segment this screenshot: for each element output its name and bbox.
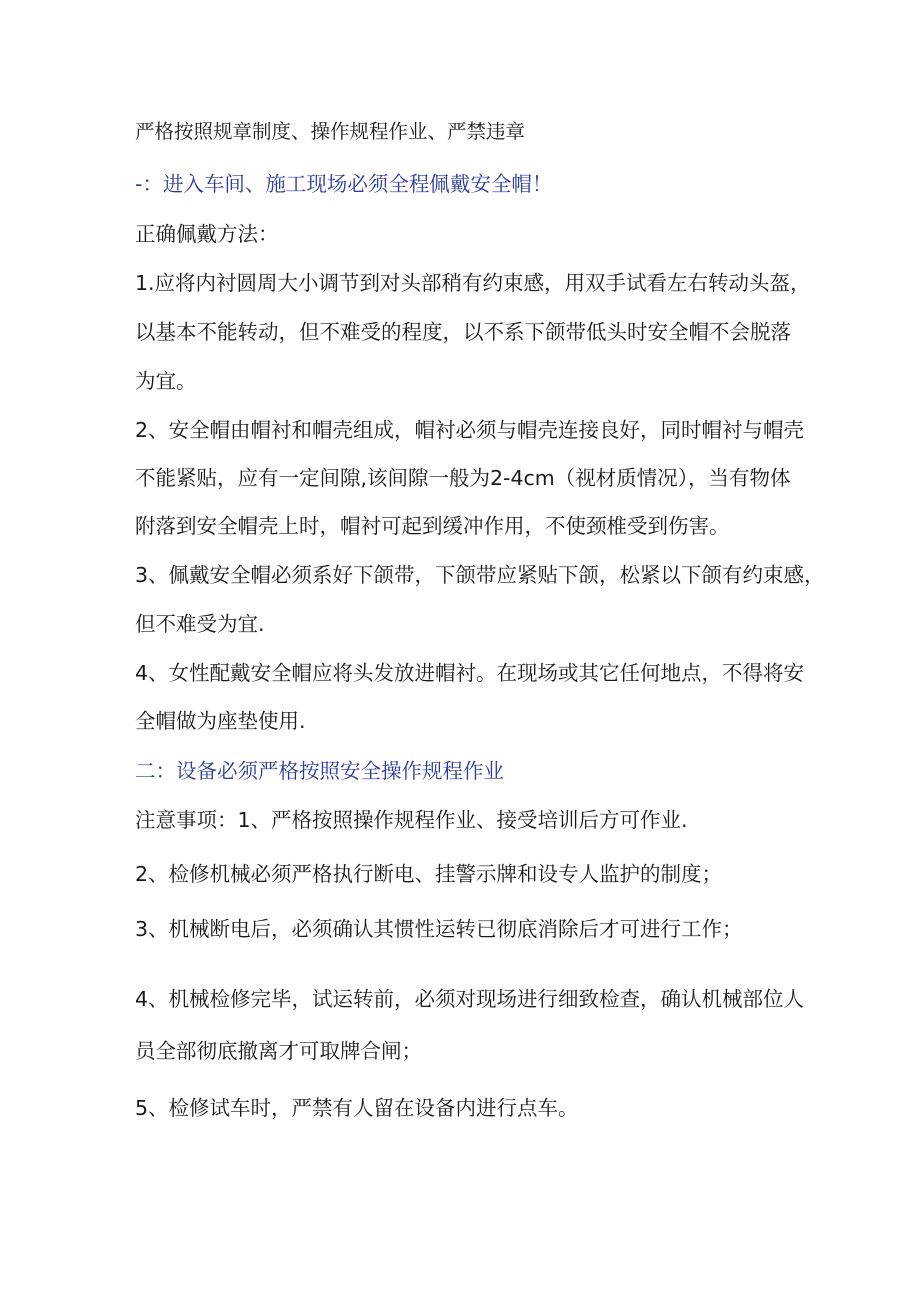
- section-2-note: 注意事项：1、严格按照操作规程作业、接受培训后方可作业.: [135, 808, 688, 832]
- section-2-item-3: 3、机械断电后，必须确认其惯性运转已彻底消除后才可进行工作；: [135, 917, 743, 941]
- section-2-item-2: 2、检修机械必须严格执行断电、挂警示牌和设专人监护的制度；: [135, 862, 723, 886]
- section-1-heading: -：进入车间、施工现场必须全程佩戴安全帽！: [135, 172, 553, 196]
- item-2-line-2: 不能紧贴，应有一定间隙,该间隙一般为2-4cm（视材质情况），当有物体: [135, 466, 791, 490]
- section-2-item-4-line-2: 员全部彻底撤离才可取牌合闸；: [135, 1039, 422, 1063]
- item-3-line-2: 但不难受为宜.: [135, 612, 265, 636]
- item-4-line-1: 4、女性配戴安全帽应将头发放进帽衬。在现场或其它任何地点，不得将安: [135, 661, 805, 685]
- section-1-intro: 正确佩戴方法：: [135, 222, 279, 246]
- document-title: 严格按照规章制度、操作规程作业、严禁违章: [135, 120, 526, 143]
- item-1-line-1: 1.应将内衬圆周大小调节到对头部稍有约束感，用双手试看左右转动头盔，: [135, 271, 811, 295]
- section-2-heading: 二：设备必须严格按照安全操作规程作业: [135, 759, 504, 783]
- item-2-line-3: 附落到安全帽壳上时，帽衬可起到缓冲作用，不使颈椎受到伤害。: [135, 514, 730, 538]
- item-4-line-2: 全帽做为座垫使用.: [135, 709, 306, 733]
- item-1-line-2: 以基本不能转动，但不难受的程度，以不系下颌带低头时安全帽不会脱落: [135, 320, 791, 344]
- section-2-item-5: 5、检修试车时，严禁有人留在设备内进行点车。: [135, 1096, 579, 1120]
- item-2-line-1: 2、安全帽由帽衬和帽壳组成，帽衬必须与帽壳连接良好，同时帽衬与帽壳: [135, 418, 805, 442]
- item-1-line-3: 为宜。: [135, 369, 197, 393]
- item-3-line-1: 3、佩戴安全帽必须系好下颌带，下颌带应紧贴下颌，松紧以下颌有约束感，: [135, 563, 825, 587]
- section-2-item-4-line-1: 4、机械检修完毕，试运转前，必须对现场进行细致检查，确认机械部位人: [135, 987, 805, 1011]
